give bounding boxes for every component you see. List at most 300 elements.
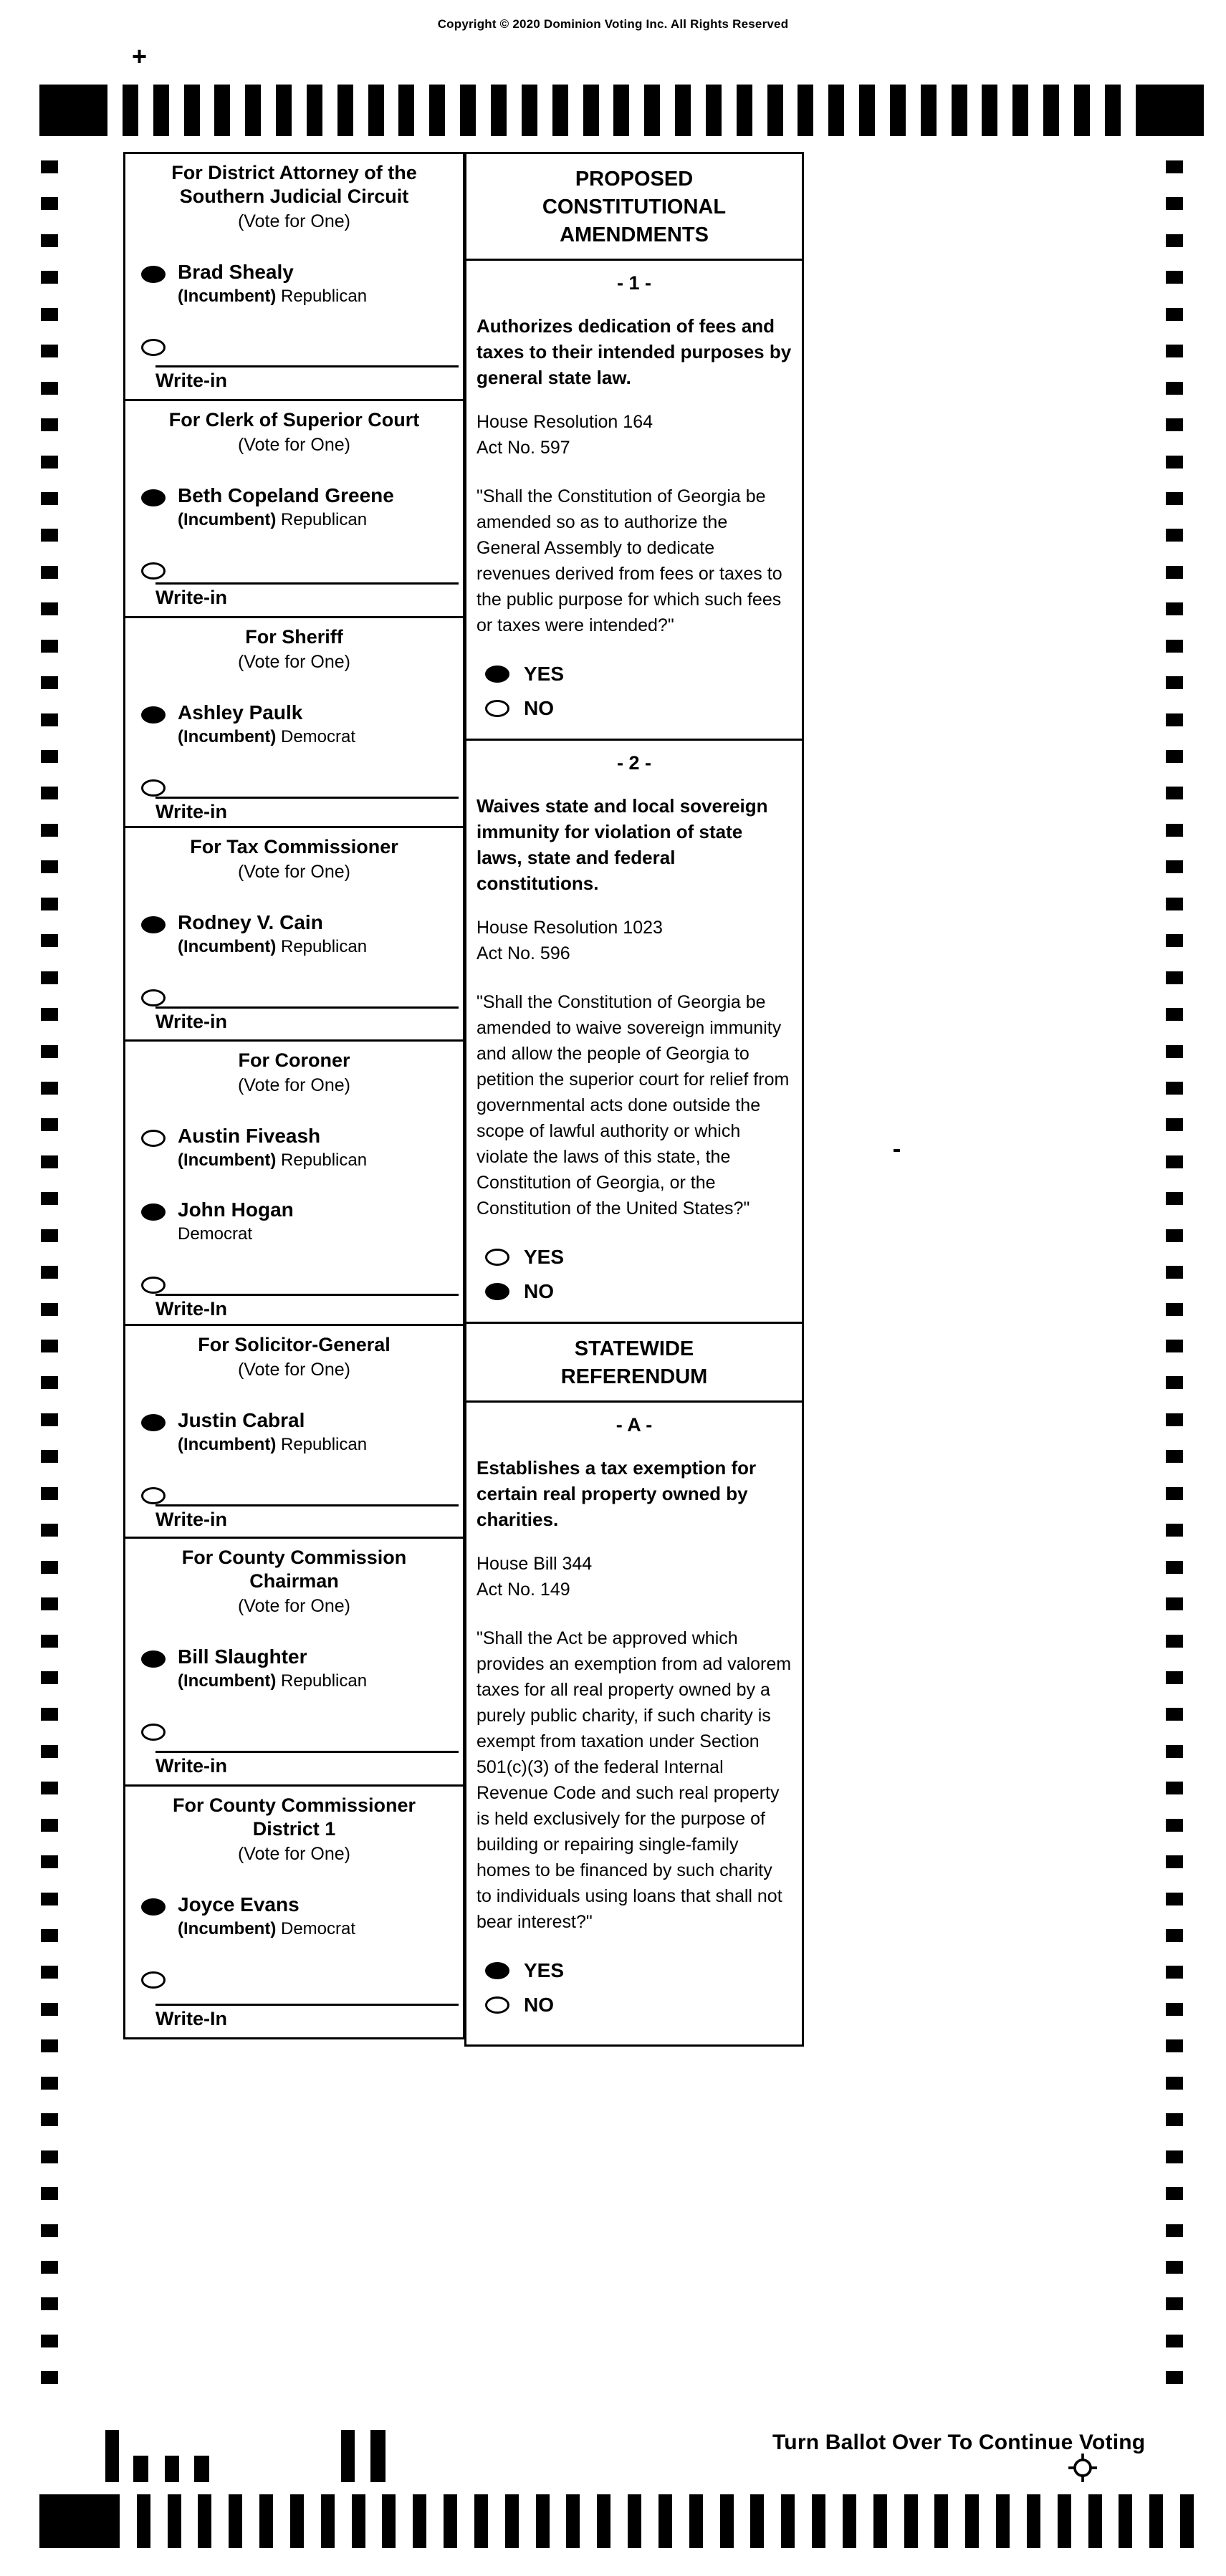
timing-mark xyxy=(41,456,58,468)
writein-label: Write-in xyxy=(155,1509,227,1530)
timing-mark xyxy=(1166,2077,1183,2090)
timing-mark xyxy=(41,934,58,947)
timing-mark xyxy=(781,2494,795,2548)
empty-vote-oval[interactable] xyxy=(141,562,166,580)
timing-mark xyxy=(245,85,261,136)
filled-vote-oval[interactable] xyxy=(485,1283,509,1300)
timing-mark xyxy=(41,1597,58,1610)
empty-vote-oval[interactable] xyxy=(141,339,166,356)
empty-vote-oval[interactable] xyxy=(141,989,166,1006)
filled-vote-oval[interactable] xyxy=(141,266,166,283)
timing-mark xyxy=(352,2494,365,2548)
incumbent-label: (Incumbent) xyxy=(178,510,277,529)
writein-label: Write-In xyxy=(155,1298,227,1320)
authority-line: Act No. 597 xyxy=(476,438,570,458)
writein-line[interactable] xyxy=(155,2004,459,2006)
contest-title-line: For Tax Commissioner xyxy=(190,836,398,857)
candidate-name: Brad Shealy xyxy=(178,261,294,283)
contest-box xyxy=(123,616,465,828)
timing-mark xyxy=(41,1008,58,1021)
timing-mark xyxy=(123,85,138,136)
timing-mark xyxy=(41,566,58,579)
writein-area xyxy=(125,582,463,610)
contest-title-line: For County Commissioner xyxy=(172,1794,416,1816)
timing-mark xyxy=(1166,2297,1183,2310)
candidate-row xyxy=(125,1645,463,1691)
timing-mark xyxy=(1166,2150,1183,2163)
contest-title xyxy=(125,1794,463,1841)
timing-mark xyxy=(982,85,997,136)
candidate-info xyxy=(178,1893,355,1938)
timing-mark xyxy=(41,602,58,615)
timing-mark xyxy=(843,2494,856,2548)
filled-vote-oval[interactable] xyxy=(141,1650,166,1668)
timing-mark xyxy=(1166,602,1183,615)
timing-mark xyxy=(168,2494,181,2548)
contest-title xyxy=(125,1546,463,1593)
option-row xyxy=(476,697,792,720)
barcode-bar xyxy=(133,2456,148,2482)
timing-mark xyxy=(1166,1855,1183,1868)
timing-mark xyxy=(1166,1118,1183,1131)
contest-box xyxy=(123,1039,465,1326)
timing-endblock xyxy=(39,85,107,136)
timing-mark xyxy=(491,85,507,136)
incumbent-label: (Incumbent) xyxy=(178,937,277,956)
contest-title xyxy=(125,625,463,649)
timing-mark xyxy=(1149,2494,1163,2548)
candidate-row xyxy=(125,911,463,956)
timing-mark xyxy=(1166,787,1183,799)
measure-number: - A - xyxy=(616,1414,653,1436)
crosshair-registration-icon xyxy=(1068,2453,1098,2483)
timing-mark xyxy=(1074,85,1090,136)
measure-summary: Waives state and local sovereign immunity for violation of state laws, state and federal constitutions. xyxy=(476,795,768,894)
timing-mark xyxy=(1166,1893,1183,1905)
timing-mark xyxy=(1166,1082,1183,1095)
contest-title-line: For Coroner xyxy=(238,1049,350,1071)
option-label: NO xyxy=(524,1280,554,1302)
filled-vote-oval[interactable] xyxy=(141,1898,166,1916)
timing-mark xyxy=(382,2494,396,2548)
timing-mark xyxy=(41,2150,58,2163)
writein-area xyxy=(125,2004,463,2032)
timing-mark xyxy=(1166,2187,1183,2200)
bottom-timing-band xyxy=(39,2494,1211,2548)
bottom-timing-bars xyxy=(120,2494,1211,2548)
timing-mark xyxy=(597,2494,610,2548)
timing-mark xyxy=(41,1524,58,1537)
timing-mark xyxy=(1119,2494,1132,2548)
timing-mark xyxy=(41,1635,58,1648)
timing-mark xyxy=(41,824,58,837)
writein-option-row xyxy=(125,339,463,356)
candidate-party xyxy=(178,1435,367,1454)
writein-option-row xyxy=(125,1487,463,1504)
writein-line[interactable] xyxy=(155,365,459,367)
candidate-info xyxy=(178,261,367,306)
incumbent-label: (Incumbent) xyxy=(178,287,277,306)
candidate-party xyxy=(178,510,394,529)
registration-plus-mark: + xyxy=(132,42,148,71)
timing-mark xyxy=(1166,1155,1183,1168)
timing-mark xyxy=(398,85,414,136)
contest-box xyxy=(123,152,465,401)
writein-line[interactable] xyxy=(155,582,459,585)
candidate-party xyxy=(178,937,367,956)
empty-vote-oval[interactable] xyxy=(141,1130,166,1147)
contest-box xyxy=(123,1537,465,1787)
timing-mark xyxy=(1166,160,1183,173)
contest-instruction: (Vote for One) xyxy=(237,862,351,882)
timing-mark xyxy=(41,1192,58,1205)
timing-mark xyxy=(41,2224,58,2237)
timing-mark xyxy=(1027,2494,1040,2548)
timing-mark xyxy=(1166,492,1183,505)
timing-mark xyxy=(41,1413,58,1426)
measure-summary: Authorizes dedication of fees and taxes to their intended purposes by general state law. xyxy=(476,315,792,388)
timing-mark xyxy=(41,898,58,910)
timing-mark xyxy=(1166,1487,1183,1500)
timing-mark xyxy=(41,308,58,321)
timing-mark xyxy=(41,2297,58,2310)
timing-mark xyxy=(137,2494,150,2548)
writein-line[interactable] xyxy=(155,1504,459,1506)
candidate-row xyxy=(125,1893,463,1938)
timing-mark xyxy=(41,1266,58,1279)
timing-mark xyxy=(41,2335,58,2347)
candidate-name: Austin Fiveash xyxy=(178,1125,321,1147)
timing-mark xyxy=(1166,898,1183,910)
writein-option-row xyxy=(125,1277,463,1294)
measures-header-line: AMENDMENTS xyxy=(560,224,709,246)
timing-mark xyxy=(1166,2039,1183,2052)
candidate-name: Rodney V. Cain xyxy=(178,911,323,933)
candidate-party xyxy=(178,1150,367,1170)
timing-mark xyxy=(720,2494,734,2548)
writein-option-row xyxy=(125,779,463,797)
left-timing-column xyxy=(41,160,58,2385)
timing-mark xyxy=(41,2261,58,2274)
timing-mark xyxy=(41,1893,58,1905)
candidate-name: Beth Copeland Greene xyxy=(178,484,394,506)
party-name: Republican xyxy=(281,510,368,529)
timing-mark xyxy=(1043,85,1059,136)
timing-mark xyxy=(1166,382,1183,395)
candidate-name: Joyce Evans xyxy=(178,1893,300,1916)
barcode-bar xyxy=(194,2456,209,2482)
timing-mark xyxy=(1166,234,1183,247)
timing-mark xyxy=(429,85,445,136)
filled-vote-oval[interactable] xyxy=(141,1203,166,1221)
timing-mark xyxy=(41,2371,58,2384)
timing-mark xyxy=(1166,1229,1183,1242)
candidate-info xyxy=(178,1125,367,1170)
timing-mark xyxy=(41,345,58,357)
timing-mark xyxy=(1166,1450,1183,1463)
empty-vote-oval[interactable] xyxy=(485,1996,509,2014)
writein-line[interactable] xyxy=(155,1751,459,1753)
empty-vote-oval[interactable] xyxy=(141,1487,166,1504)
incumbent-label: (Incumbent) xyxy=(178,727,277,746)
timing-mark xyxy=(1166,676,1183,689)
timing-mark xyxy=(41,1561,58,1574)
timing-mark xyxy=(1166,1929,1183,1942)
writein-area xyxy=(125,1751,463,1779)
timing-mark xyxy=(41,197,58,210)
party-name: Republican xyxy=(281,1150,368,1170)
timing-mark xyxy=(583,85,599,136)
empty-vote-oval[interactable] xyxy=(141,1277,166,1294)
timing-mark xyxy=(1166,2003,1183,2016)
candidate-party xyxy=(178,287,367,306)
ballot-code-label: 42 xyxy=(372,2446,385,2459)
timing-mark xyxy=(41,418,58,431)
timing-mark xyxy=(1166,750,1183,763)
party-name: Republican xyxy=(281,1435,368,1454)
right-timing-column xyxy=(1166,160,1183,2385)
writein-area xyxy=(125,1504,463,1532)
candidate-info xyxy=(178,1409,367,1454)
measure-authority xyxy=(476,1551,792,1602)
timing-mark xyxy=(41,1340,58,1352)
measures-column xyxy=(464,152,804,2047)
barcode-bar xyxy=(165,2456,179,2482)
timing-mark xyxy=(41,676,58,689)
contest-title xyxy=(125,835,463,859)
writein-area xyxy=(125,1006,463,1034)
timing-mark xyxy=(1166,1745,1183,1758)
timing-mark xyxy=(41,1708,58,1721)
timing-mark xyxy=(41,492,58,505)
timing-mark xyxy=(1166,1782,1183,1794)
candidate-info xyxy=(178,701,355,746)
candidate-name: Bill Slaughter xyxy=(178,1645,307,1668)
scan-artifact xyxy=(894,1149,900,1152)
timing-mark xyxy=(1166,934,1183,947)
authority-line: Act No. 149 xyxy=(476,1580,570,1600)
measure-section xyxy=(466,739,802,1322)
party-name: Republican xyxy=(281,1671,368,1691)
empty-vote-oval[interactable] xyxy=(485,1249,509,1266)
measure-question: "Shall the Act be approved which provides an exemption from ad valorem taxes for all real property owned by a purely public charity, if such charity is exempt from taxation under Section 501(c)(3) of the federal Internal Revenue Code and such real property is held exclusively for the purpose of building or repairing single-family homes to be financed by such charity to individuals using loans that shall not bear interest?" xyxy=(476,1628,792,1932)
timing-mark xyxy=(444,2494,457,2548)
writein-label: Write-In xyxy=(155,2008,227,2029)
measures-header xyxy=(466,154,802,259)
timing-mark xyxy=(1166,345,1183,357)
timing-mark xyxy=(259,2494,273,2548)
timing-mark xyxy=(41,787,58,799)
timing-mark xyxy=(1166,1671,1183,1684)
contest-box xyxy=(123,1324,465,1539)
timing-mark xyxy=(1166,1045,1183,1058)
contest-instruction: (Vote for One) xyxy=(237,1075,351,1095)
timing-mark xyxy=(41,1450,58,1463)
timing-mark xyxy=(321,2494,335,2548)
copyright-text: Copyright © 2020 Dominion Voting Inc. All Rights Reserved xyxy=(437,17,789,31)
barcode-bar xyxy=(105,2430,119,2482)
filled-vote-oval[interactable] xyxy=(141,706,166,724)
option-label: NO xyxy=(524,697,554,719)
contest-title-line: Chairman xyxy=(249,1570,339,1592)
timing-mark xyxy=(153,85,169,136)
writein-line[interactable] xyxy=(155,1006,459,1009)
contest-instruction: (Vote for One) xyxy=(237,1360,351,1380)
incumbent-label: (Incumbent) xyxy=(178,1150,277,1170)
timing-mark xyxy=(41,1155,58,1168)
filled-vote-oval[interactable] xyxy=(485,1962,509,1979)
timing-mark xyxy=(41,2187,58,2200)
measure-options xyxy=(476,1246,792,1303)
timing-mark xyxy=(536,2494,550,2548)
filled-vote-oval[interactable] xyxy=(141,489,166,506)
candidate-row xyxy=(125,1198,463,1244)
writein-line[interactable] xyxy=(155,1294,459,1296)
contest-title xyxy=(125,408,463,432)
timing-mark xyxy=(505,2494,519,2548)
authority-line: House Resolution 1023 xyxy=(476,918,663,938)
candidate-name: John Hogan xyxy=(178,1198,294,1221)
contest-instruction: (Vote for One) xyxy=(237,1596,351,1616)
candidate-party xyxy=(178,727,355,746)
contest-instruction: (Vote for One) xyxy=(237,435,351,455)
incumbent-label: (Incumbent) xyxy=(178,1919,277,1938)
timing-mark xyxy=(934,2494,948,2548)
timing-mark xyxy=(41,971,58,984)
measure-number: - 1 - xyxy=(616,272,651,294)
measures-header-line: CONSTITUTIONAL xyxy=(542,196,727,218)
option-label: YES xyxy=(524,663,565,685)
timing-mark xyxy=(1105,85,1121,136)
measure-section xyxy=(466,259,802,739)
writein-label: Write-in xyxy=(155,370,227,391)
timing-mark xyxy=(859,85,875,136)
top-timing-bars xyxy=(107,85,1136,136)
contest-title-line: For Sheriff xyxy=(245,626,343,648)
incumbent-label: (Incumbent) xyxy=(178,1435,277,1454)
filled-vote-oval[interactable] xyxy=(141,1414,166,1431)
timing-mark xyxy=(41,1082,58,1095)
option-label: YES xyxy=(524,1246,565,1268)
contest-title xyxy=(125,1333,463,1357)
timing-mark xyxy=(1166,1376,1183,1389)
writein-line[interactable] xyxy=(155,797,459,799)
timing-mark xyxy=(1166,1819,1183,1832)
candidate-name: Ashley Paulk xyxy=(178,701,303,724)
party-name: Democrat xyxy=(178,1224,253,1244)
timing-mark xyxy=(566,2494,580,2548)
timing-mark xyxy=(41,1855,58,1868)
contest-title xyxy=(125,161,463,208)
writein-area xyxy=(125,1294,463,1322)
timing-mark xyxy=(1166,1708,1183,1721)
barcode-bar xyxy=(341,2430,355,2482)
timing-mark xyxy=(1166,2371,1183,2384)
timing-mark xyxy=(1166,529,1183,542)
measures-header-line: REFERENDUM xyxy=(560,1365,708,1388)
writein-area xyxy=(125,365,463,393)
timing-mark xyxy=(41,1376,58,1389)
filled-vote-oval[interactable] xyxy=(141,916,166,933)
timing-mark xyxy=(890,85,906,136)
candidate-row xyxy=(125,484,463,529)
measure-question: "Shall the Constitution of Georgia be amended to waive sovereign immunity and allow the people of Georgia to petition the superior court for relief from governmental acts done outside the scope of lawful authority or which violate the laws of this state, the Constitution of Georgia, or the Constitution of the United States?" xyxy=(476,992,790,1219)
timing-mark xyxy=(965,2494,979,2548)
timing-mark xyxy=(41,1929,58,1942)
measure-question: "Shall the Constitution of Georgia be amended so as to authorize the General Assembly to dedicate revenues derived from fees or taxes to the public purpose for which such fees or taxes were intended?" xyxy=(476,486,782,635)
timing-mark xyxy=(229,2494,242,2548)
timing-mark xyxy=(1166,418,1183,431)
contest-box xyxy=(123,1784,465,2039)
timing-mark xyxy=(1166,1340,1183,1352)
candidate-info xyxy=(178,1645,367,1691)
filled-vote-oval[interactable] xyxy=(485,665,509,683)
timing-mark xyxy=(706,85,722,136)
writein-area xyxy=(125,797,463,825)
empty-vote-oval[interactable] xyxy=(485,700,509,717)
writein-option-row xyxy=(125,1724,463,1741)
candidate-party xyxy=(178,1671,367,1691)
timing-mark xyxy=(290,2494,304,2548)
timing-mark xyxy=(1166,1524,1183,1537)
timing-mark xyxy=(1166,640,1183,653)
timing-mark xyxy=(1088,2494,1102,2548)
measures-header-line: STATEWIDE xyxy=(574,1337,694,1360)
timing-mark xyxy=(1058,2494,1071,2548)
option-row xyxy=(476,1994,792,2017)
candidate-info xyxy=(178,911,367,956)
timing-mark xyxy=(41,640,58,653)
timing-mark xyxy=(613,85,629,136)
timing-mark xyxy=(798,85,813,136)
option-row xyxy=(476,1959,792,1982)
timing-mark xyxy=(41,1303,58,1316)
timing-mark xyxy=(41,1229,58,1242)
turn-ballot-over-text: Turn Ballot Over To Continue Voting xyxy=(772,2431,1146,2454)
timing-mark xyxy=(41,1966,58,1979)
contest-title-line: For Clerk of Superior Court xyxy=(168,409,420,431)
timing-mark xyxy=(737,85,752,136)
option-row xyxy=(476,1246,792,1269)
timing-mark xyxy=(214,85,230,136)
timing-mark xyxy=(41,1671,58,1684)
measure-number: - 2 - xyxy=(616,752,651,774)
empty-vote-oval[interactable] xyxy=(141,1724,166,1741)
contest-box xyxy=(123,826,465,1042)
timing-mark xyxy=(1166,2224,1183,2237)
timing-mark xyxy=(41,1487,58,1500)
measure-authority xyxy=(476,409,792,461)
timing-mark xyxy=(41,2003,58,2016)
empty-vote-oval[interactable] xyxy=(141,1971,166,1989)
timing-mark xyxy=(41,529,58,542)
empty-vote-oval[interactable] xyxy=(141,779,166,797)
timing-mark xyxy=(1166,308,1183,321)
writein-label: Write-in xyxy=(155,1011,227,1032)
contest-title-line: For Solicitor-General xyxy=(198,1334,391,1355)
measure-options xyxy=(476,1959,792,2017)
timing-endblock xyxy=(1136,85,1204,136)
timing-mark xyxy=(1166,2261,1183,2274)
timing-mark xyxy=(41,382,58,395)
candidate-info xyxy=(178,484,394,529)
timing-mark xyxy=(767,85,783,136)
timing-mark xyxy=(41,1118,58,1131)
measure-options xyxy=(476,663,792,720)
party-name: Republican xyxy=(281,287,368,306)
timing-mark xyxy=(552,85,568,136)
incumbent-label: (Incumbent) xyxy=(178,1671,277,1691)
